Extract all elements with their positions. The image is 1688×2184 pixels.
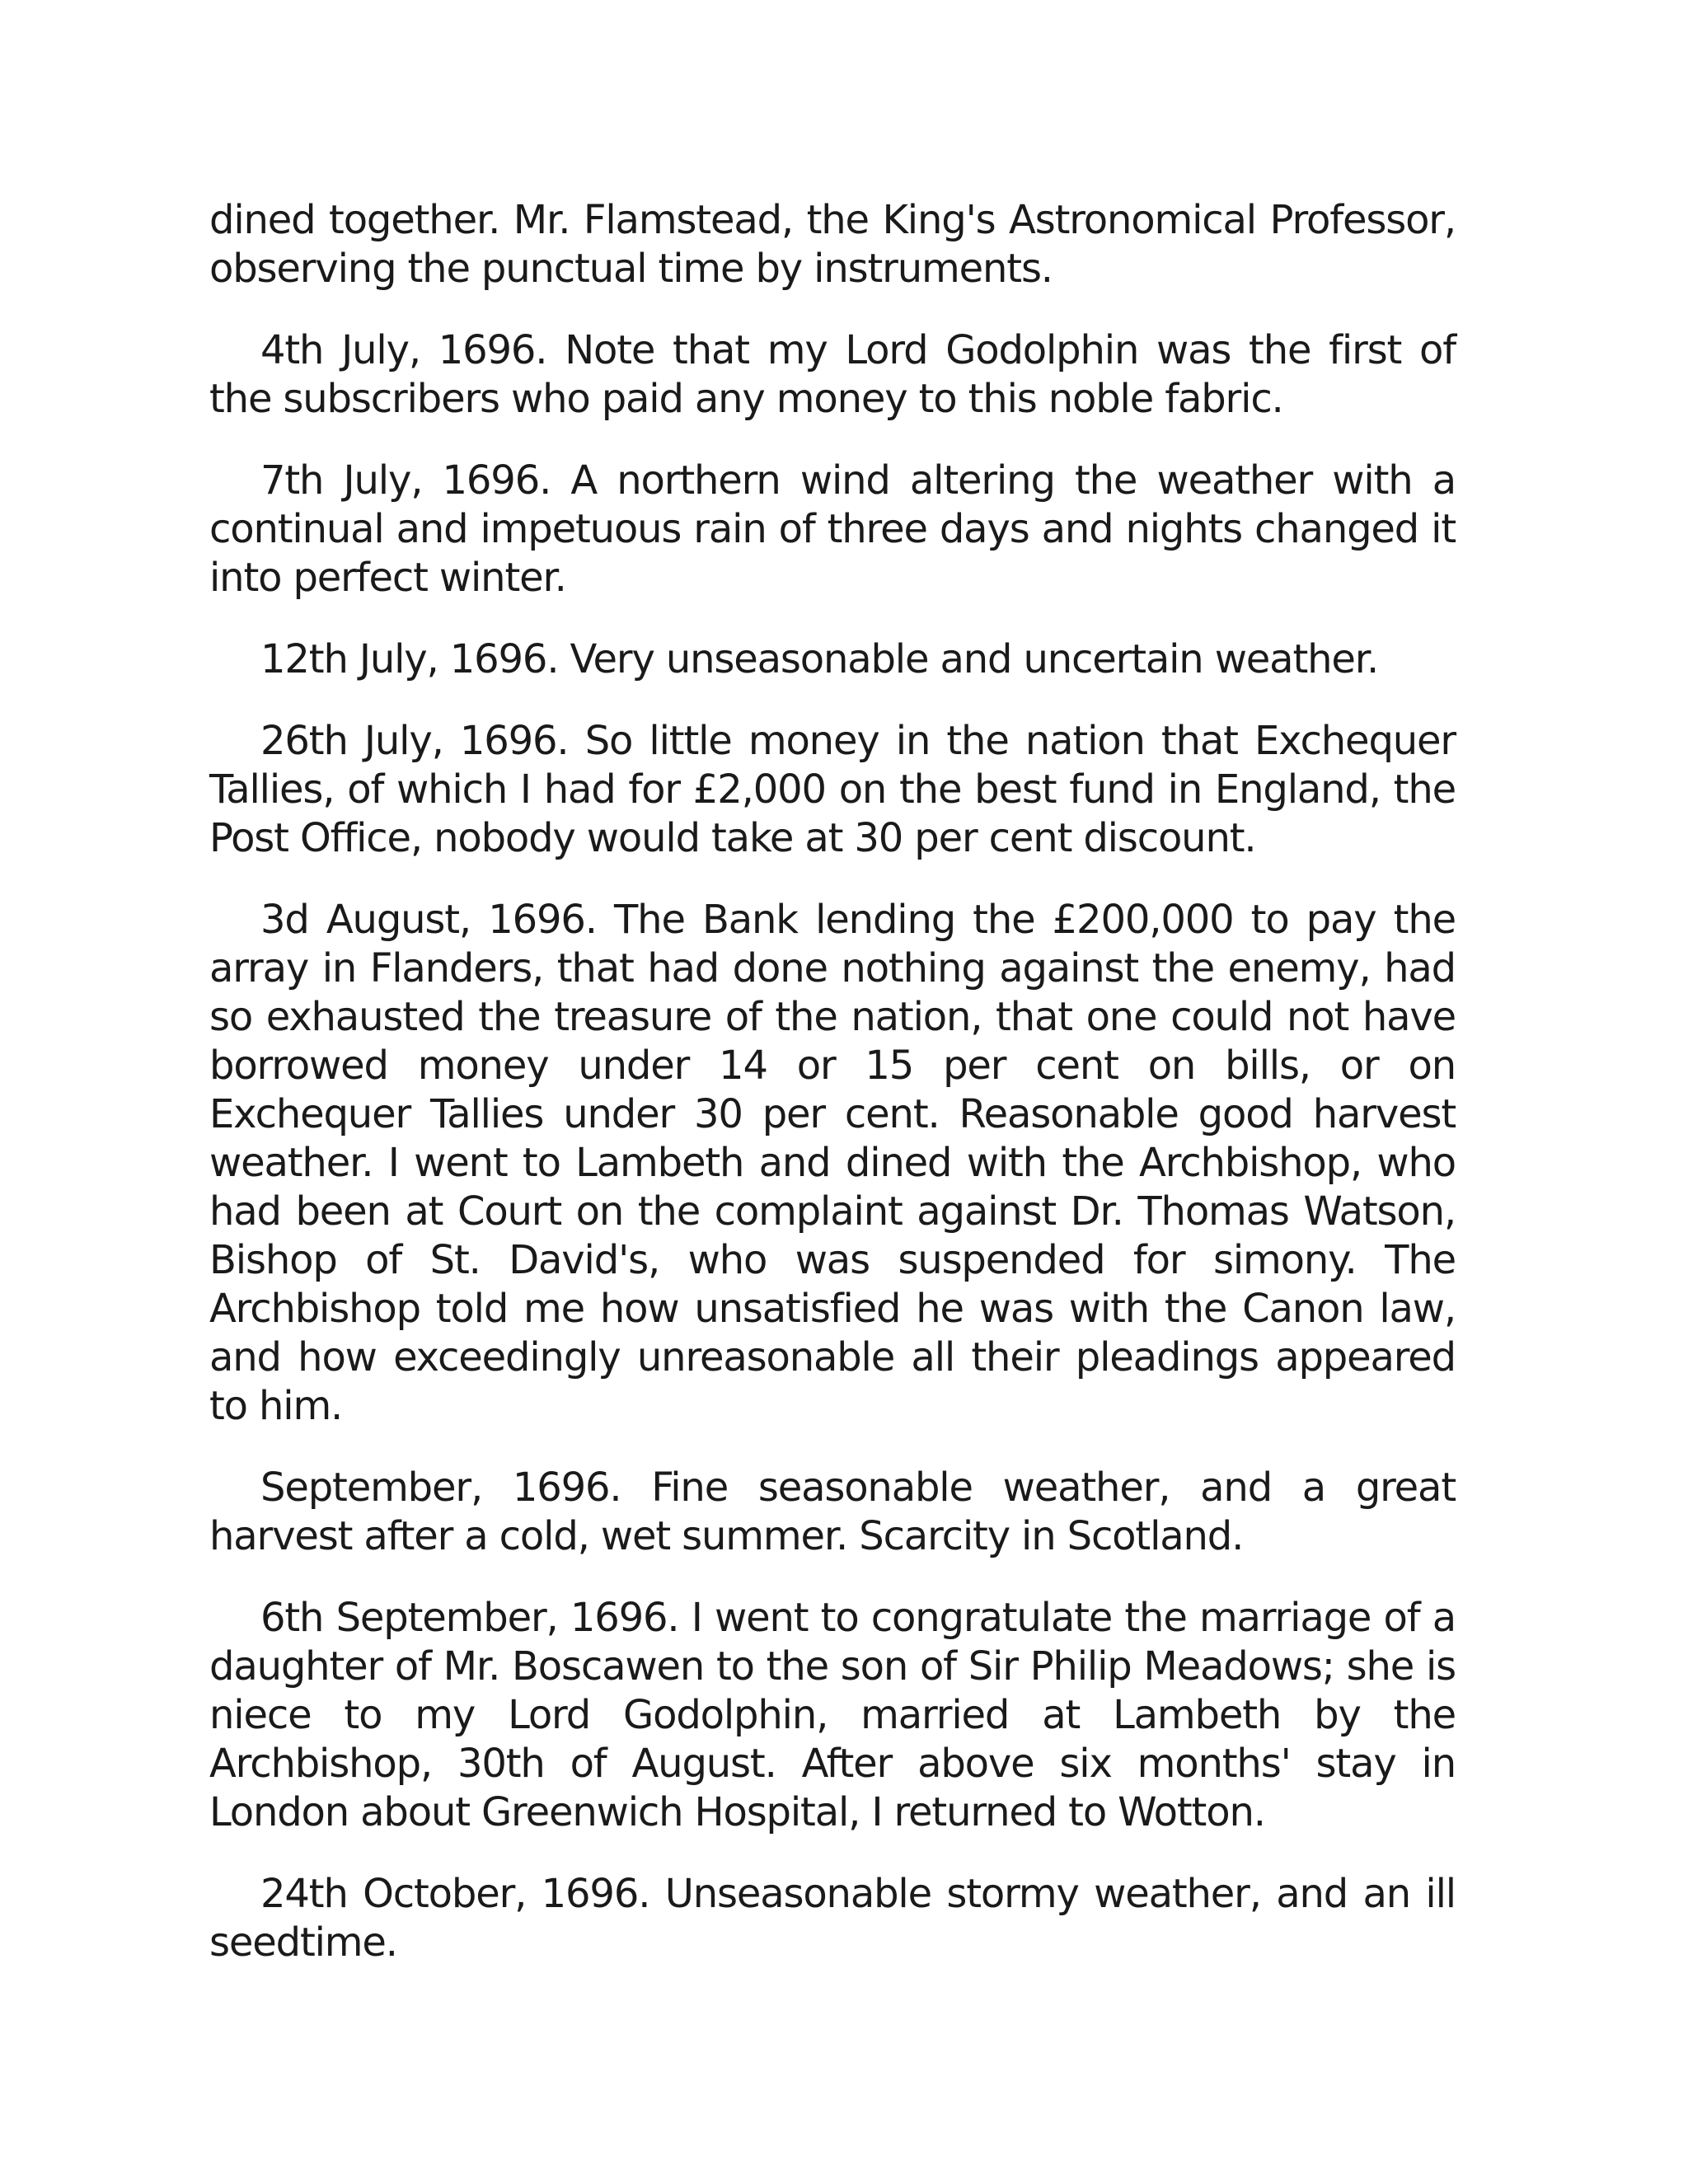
paragraph-entry: September, 1696. Fine seasonable weather, and a great harvest after a cold, wet summer. Scarcity in Scotland.	[209, 1465, 1456, 1559]
paragraph-entry: 4th July, 1696. Note that my Lord Godolphin was the first of the subscribers who paid any money to this noble fabric.	[209, 327, 1456, 422]
document-page	[209, 196, 1456, 2000]
paragraph-entry: 24th October, 1696. Unseasonable stormy weather, and an ill seedtime.	[209, 1871, 1456, 1966]
paragraph-entry: 12th July, 1696. Very unseasonable and uncertain weather.	[260, 636, 1379, 682]
paragraph-entry: 6th September, 1696. I went to congratulate the marriage of a daughter of Mr. Boscawen to the son of Sir Philip Meadows; she is niece to my Lord Godolphin, married at Lambeth by the Archbishop, 30th of August. After above six months' stay in London about Greenwich Hospital, I returned to Wotton.	[209, 1595, 1456, 1835]
paragraph-entry: 3d August, 1696. The Bank lending the £200,000 to pay the array in Flanders, that had done nothing against the enemy, had so exhausted the treasure of the nation, that one could not have borrowed money under 14 or 15 per cent on bills, or on Exchequer Tallies under 30 per cent. Reasonable good harvest weather. I went to Lambeth and dined with the Archbishop, who had been at Court on the complaint against Dr. Thomas Watson, Bishop of St. David's, who was suspended for simony. The Archbishop told me how unsatisfied he was with the Canon law, and how exceedingly unreasonable all their pleadings appeared to him.	[209, 897, 1456, 1429]
paragraph-entry: 7th July, 1696. A northern wind altering the weather with a continual and impetuous rain of three days and nights changed it into perfect winter.	[209, 457, 1456, 601]
paragraph-entry: 26th July, 1696. So little money in the nation that Exchequer Tallies, of which I had for £2,000 on the best fund in England, the Post Office, nobody would take at 30 per cent discount.	[209, 718, 1456, 861]
paragraph-continuation: dined together. Mr. Flamstead, the King's Astronomical Professor, observing the punctual time by instruments.	[209, 197, 1456, 292]
